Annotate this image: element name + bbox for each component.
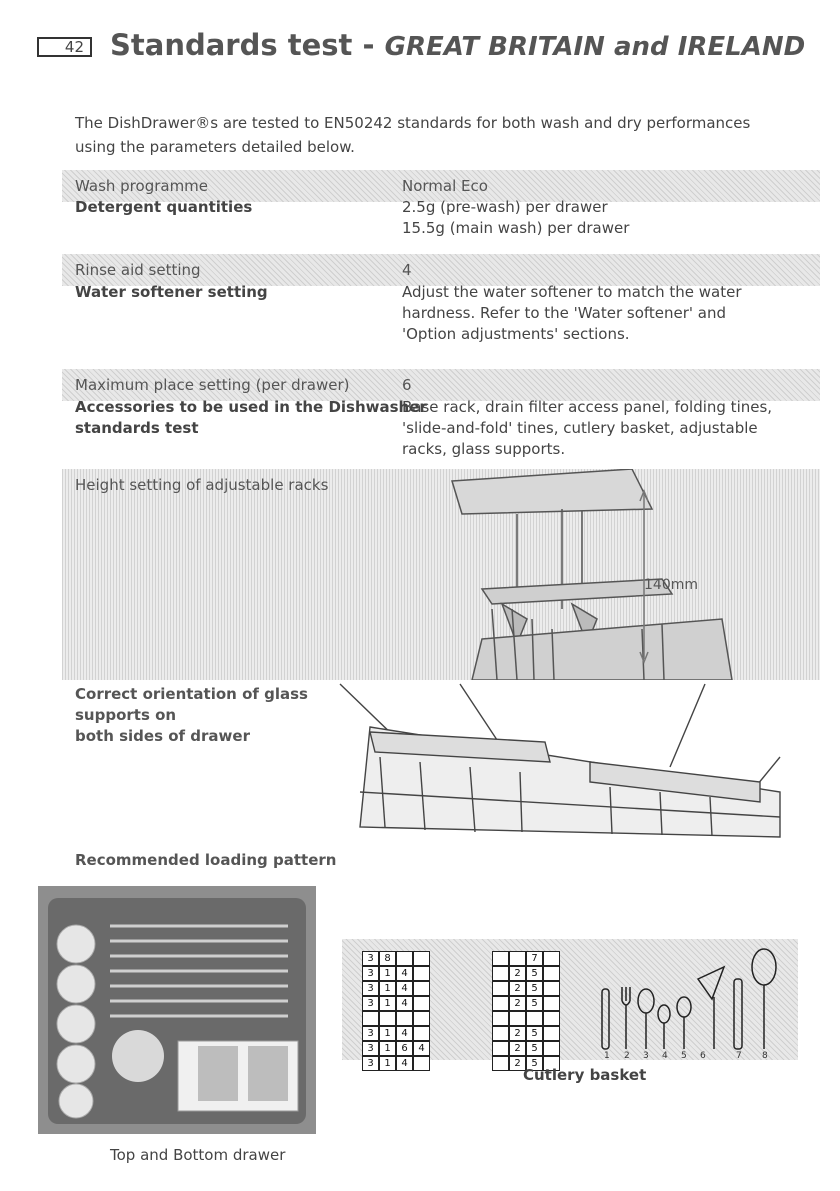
cutlery-number: 5 xyxy=(681,1051,687,1060)
basket-cell: 2 xyxy=(509,966,526,981)
fork-icon xyxy=(622,987,630,1049)
spoon-icon xyxy=(638,989,654,1013)
label-line: both sides of drawer xyxy=(75,727,250,745)
teaspoon-icon xyxy=(658,1005,670,1023)
intro-paragraph: The DishDrawer®s are tested to EN50242 standards for both wash and dry performances using the parameters detailed below. xyxy=(75,114,751,156)
page-title xyxy=(110,28,805,62)
dessert-spoon-icon xyxy=(677,997,691,1017)
drawer-caption: Top and Bottom drawer xyxy=(110,1146,286,1164)
basket-cell: 4 xyxy=(396,981,413,996)
drawer-photo xyxy=(38,886,316,1134)
basket-cell: 3 xyxy=(362,996,379,1011)
loading-pattern-label: Recommended loading pattern xyxy=(75,851,337,869)
drawer-loaded-image xyxy=(38,886,316,1134)
row-label-accessories xyxy=(75,397,427,439)
band-value: 6 xyxy=(402,376,412,394)
cutlery-number: 4 xyxy=(662,1051,668,1060)
basket-cell: 1 xyxy=(379,996,396,1011)
glass-supports-illustration xyxy=(290,672,790,842)
basket-cell: 5 xyxy=(526,1056,543,1071)
height-measurement: 140mm xyxy=(644,577,698,593)
band-value: Normal Eco xyxy=(402,177,488,195)
basket-cell: 4 xyxy=(396,996,413,1011)
basket-cell: 1 xyxy=(379,1041,396,1056)
basket-cell: 2 xyxy=(509,996,526,1011)
title-main: Standards test xyxy=(110,28,353,62)
cutlery-number: 6 xyxy=(700,1051,706,1060)
basket-cell: 1 xyxy=(379,1026,396,1041)
basket-cell: 3 xyxy=(362,1026,379,1041)
page-number: 42 xyxy=(37,37,92,57)
value-line: 15.5g (main wash) per drawer xyxy=(402,219,630,237)
basket-cell: 7 xyxy=(526,951,543,966)
title-sub: GREAT BRITAIN and IRELAND xyxy=(384,32,806,62)
value-line: Adjust the water softener to match the water xyxy=(402,283,742,301)
value-line: 'slide-and-fold' tines, cutlery basket, adjustable xyxy=(402,419,758,437)
band-value: 4 xyxy=(402,261,412,279)
basket-cell: 5 xyxy=(526,981,543,996)
label-line: standards test xyxy=(75,419,199,437)
basket-cell: 4 xyxy=(396,1026,413,1041)
basket-cell: 3 xyxy=(362,966,379,981)
basket-cell: 4 xyxy=(396,966,413,981)
basket-cell: 5 xyxy=(526,966,543,981)
cutlery-illustration xyxy=(342,939,798,1060)
basket-cell: 4 xyxy=(396,1056,413,1071)
basket-cell: 5 xyxy=(526,1026,543,1041)
ladle-icon xyxy=(752,949,776,985)
basket-cell: 2 xyxy=(509,981,526,996)
band-key: Wash programme xyxy=(75,177,209,195)
value-line: 'Option adjustments' sections. xyxy=(402,325,630,343)
rack-height-illustration xyxy=(422,469,752,680)
serving-knife-icon xyxy=(734,979,742,1049)
knife-icon xyxy=(602,989,609,1049)
basket-cell: 2 xyxy=(509,1056,526,1071)
row-label-water-softener: Water softener setting xyxy=(75,283,268,301)
title-separator: - xyxy=(352,28,385,62)
basket-cell: 5 xyxy=(526,1041,543,1056)
value-line: Base rack, drain filter access panel, folding tines, xyxy=(402,398,773,416)
row-value-detergent xyxy=(402,197,802,239)
basket-cell: 3 xyxy=(362,1041,379,1056)
value-line: racks, glass supports. xyxy=(402,440,566,458)
serving-fork-icon xyxy=(698,967,724,999)
basket-cell: 1 xyxy=(379,966,396,981)
basket-cell: 8 xyxy=(379,951,396,966)
row-label-detergent: Detergent quantities xyxy=(75,198,253,216)
cutlery-number: 3 xyxy=(643,1051,649,1060)
basket-cell: 3 xyxy=(362,981,379,996)
height-setting-panel xyxy=(62,469,820,680)
row-value-water-softener xyxy=(402,282,802,345)
cutlery-number: 8 xyxy=(762,1051,768,1060)
height-setting-label: Height setting of adjustable racks xyxy=(75,476,329,494)
label-line: Correct orientation of glass supports on xyxy=(75,685,308,724)
cutlery-basket-caption: Cutlery basket xyxy=(523,1066,647,1084)
row-value-accessories xyxy=(402,397,802,460)
value-line: 2.5g (pre-wash) per drawer xyxy=(402,198,608,216)
cutlery-number: 2 xyxy=(624,1051,630,1060)
cutlery-number: 7 xyxy=(736,1051,742,1060)
cutlery-number: 1 xyxy=(604,1051,610,1060)
label-line: Accessories to be used in the Dishwasher xyxy=(75,398,427,416)
basket-cell: 2 xyxy=(509,1026,526,1041)
basket-cell: 3 xyxy=(362,951,379,966)
basket-cell: 6 xyxy=(396,1041,413,1056)
basket-cell: 5 xyxy=(526,996,543,1011)
basket-cell: 4 xyxy=(413,1041,430,1056)
band-key: Maximum place setting (per drawer) xyxy=(75,376,350,394)
band-key: Rinse aid setting xyxy=(75,261,201,279)
basket-cell: 1 xyxy=(379,1056,396,1071)
basket-cell: 2 xyxy=(509,1041,526,1056)
basket-cell: 3 xyxy=(362,1056,379,1071)
value-line: hardness. Refer to the 'Water softener' and xyxy=(402,304,727,322)
cutlery-basket-diagram xyxy=(342,939,798,1069)
basket-cell: 1 xyxy=(379,981,396,996)
